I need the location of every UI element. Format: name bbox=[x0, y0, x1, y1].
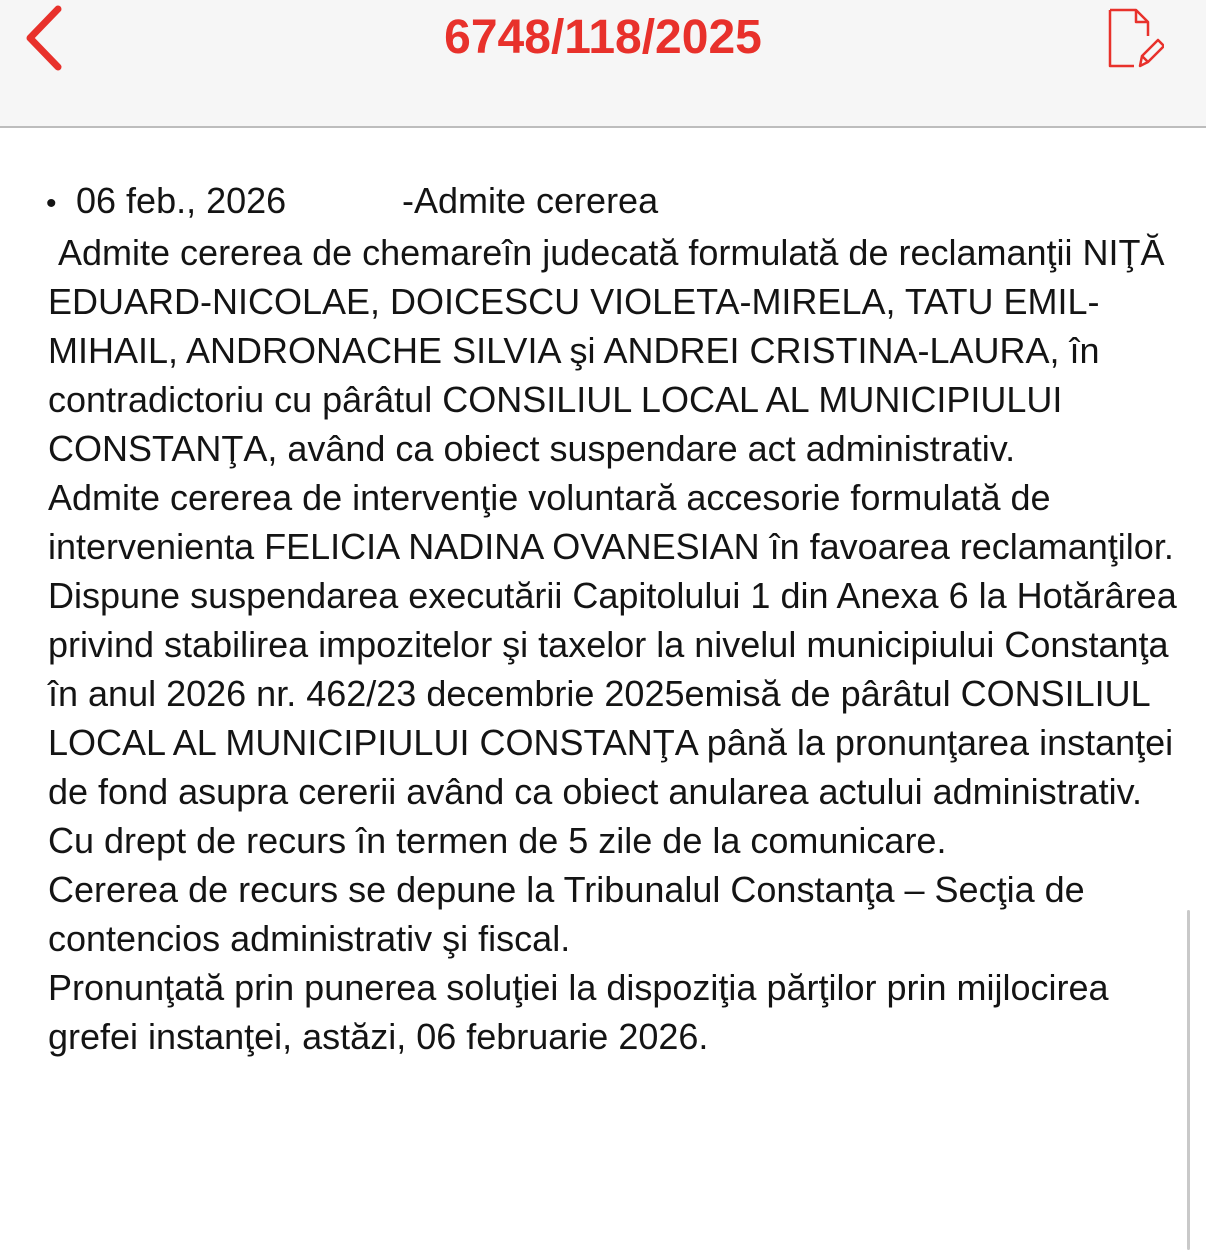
entry-header bbox=[46, 176, 1188, 228]
page-title: 6748/118/2025 bbox=[444, 11, 762, 64]
bullet: • bbox=[46, 187, 57, 220]
ruling-paragraph: Dispune suspendarea executării Capitolului 1 din Anexa 6 la Hotărârea privind stabilirea impozitelor şi taxelor la nivelul municipiului Constanţa în anul 2026 nr. 462/23 decembrie 2025emisă de pârâtul CONSILIUL LOCAL AL MUNICIPIULUI CONSTANŢA până la pronunţarea instanţei de fond asupra cererii având ca obiect anularea actului administrativ. bbox=[48, 575, 1177, 812]
ruling-paragraph: Admite cererea de chemareîn judecată formulată de reclamanţii NIŢĂ EDUARD-NICOLAE, DOICESCU VIOLETA-MIRELA, TATU EMIL-MIHAIL, ANDRONACHE SILVIA şi ANDREI CRISTINA-LAURA, în contradictoriu cu pârâtul CONSILIUL LOCAL AL MUNICIPIULUI CONSTANŢA, având ca obiect suspendare act administrativ. bbox=[48, 232, 1165, 469]
ruling-paragraph: Admite cererea de intervenţie voluntară accesorie formulată de intervenienta FELICIA NADINA OVANESIAN în favoarea reclamanţilor. bbox=[48, 477, 1174, 567]
case-entry bbox=[48, 176, 1188, 1061]
ruling-paragraph: Pronunţată prin punerea soluţiei la dispoziţia părţilor prin mijlocirea grefei instanţei, astăzi, 06 februarie 2026. bbox=[48, 967, 1109, 1057]
ruling-paragraph: Cererea de recurs se depune la Tribunalul Constanţa – Secţia de contencios administrativ şi fiscal. bbox=[48, 869, 1085, 959]
edit-document-button[interactable] bbox=[1098, 4, 1170, 76]
scrollbar[interactable] bbox=[1187, 910, 1190, 1250]
ruling-paragraph: Cu drept de recurs în termen de 5 zile de la comunicare. bbox=[48, 820, 947, 861]
navigation-bar bbox=[0, 0, 1206, 128]
entry-summary: -Admite cererea bbox=[402, 180, 659, 221]
entry-date: 06 feb., 2026 bbox=[76, 180, 287, 221]
document-edit-icon bbox=[1104, 6, 1164, 75]
